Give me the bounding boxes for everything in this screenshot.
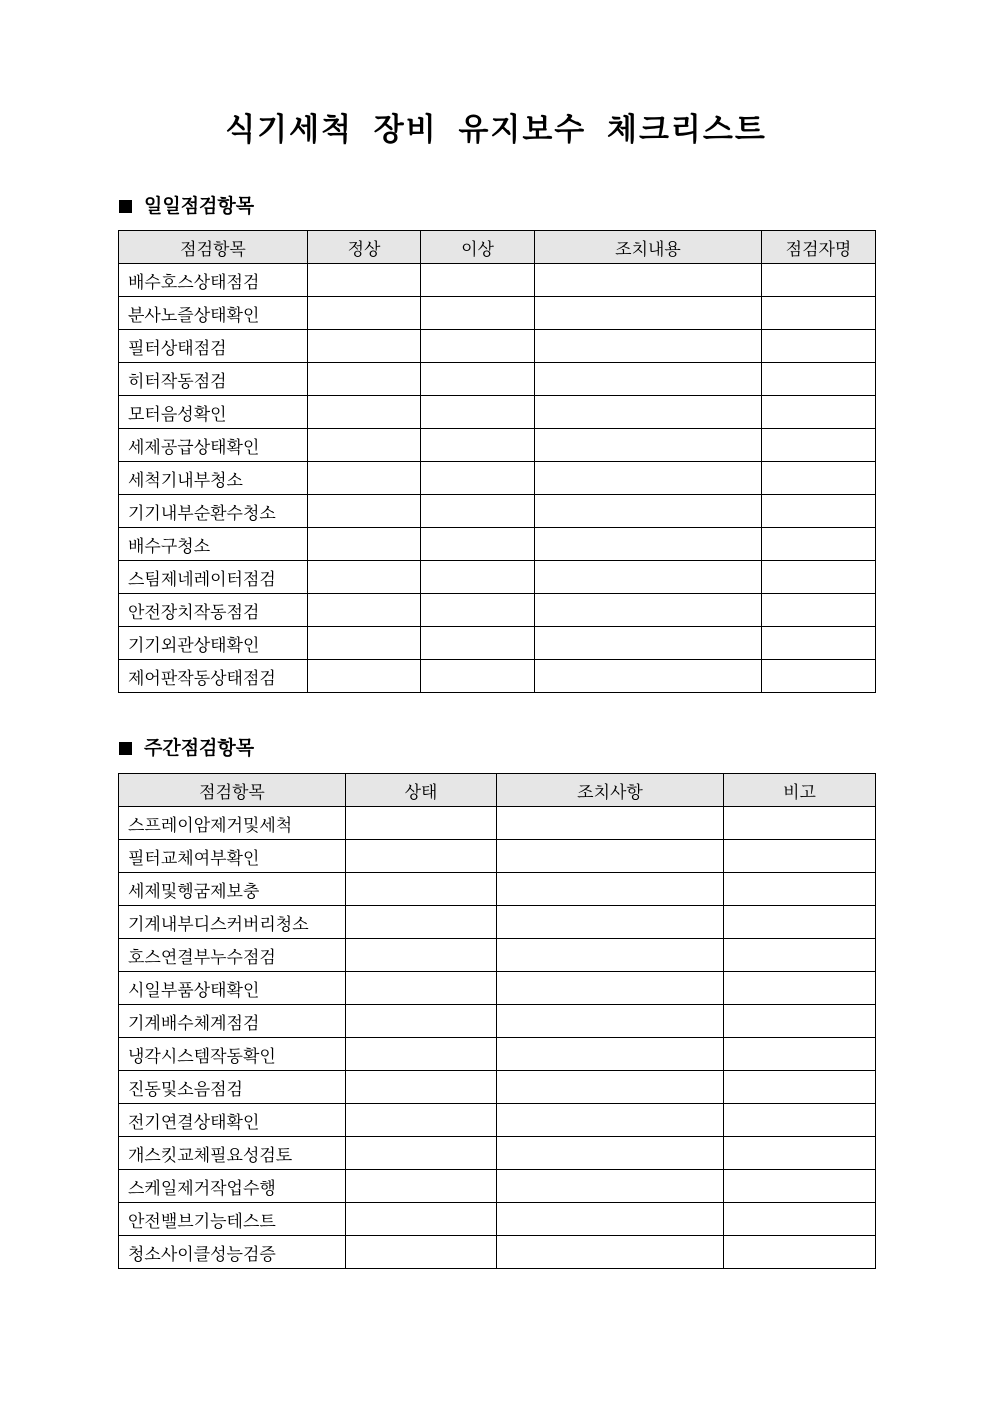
daily-inspector-cell[interactable] <box>762 396 876 429</box>
daily-item-label: 분사노즐상태확인 <box>119 297 308 330</box>
weekly-checklist-table <box>118 773 876 1269</box>
weekly-item-label: 스프레이암제거및세척 <box>119 807 346 840</box>
daily-abnormal-cell[interactable] <box>421 330 535 363</box>
weekly-remarks-cell[interactable] <box>724 1005 876 1038</box>
square-bullet-icon <box>119 742 132 755</box>
daily-header-row <box>119 231 876 264</box>
daily-inspector-cell[interactable] <box>762 297 876 330</box>
weekly-remarks-cell[interactable] <box>724 873 876 906</box>
daily-row <box>119 660 876 693</box>
weekly-status-cell[interactable] <box>346 1071 497 1104</box>
weekly-item-label: 호스연결부누수점검 <box>119 939 346 972</box>
daily-action-cell[interactable] <box>535 264 762 297</box>
weekly-remarks-cell[interactable] <box>724 1137 876 1170</box>
weekly-row <box>119 1137 876 1170</box>
daily-inspector-cell[interactable] <box>762 264 876 297</box>
daily-inspector-cell[interactable] <box>762 660 876 693</box>
weekly-row <box>119 972 876 1005</box>
daily-inspector-cell[interactable] <box>762 462 876 495</box>
daily-normal-cell[interactable] <box>308 660 421 693</box>
weekly-remarks-cell[interactable] <box>724 1236 876 1269</box>
daily-normal-cell[interactable] <box>308 297 421 330</box>
weekly-col-remarks: 비고 <box>724 774 876 807</box>
daily-normal-cell[interactable] <box>308 429 421 462</box>
daily-checklist-table <box>118 230 876 693</box>
weekly-item-label: 기계배수체계점검 <box>119 1005 346 1038</box>
weekly-col-status: 상태 <box>346 774 497 807</box>
daily-action-cell[interactable] <box>535 528 762 561</box>
daily-item-label: 배수구청소 <box>119 528 308 561</box>
daily-normal-cell[interactable] <box>308 495 421 528</box>
weekly-row <box>119 840 876 873</box>
weekly-item-label: 청소사이클성능검증 <box>119 1236 346 1269</box>
daily-item-label: 모터음성확인 <box>119 396 308 429</box>
daily-normal-cell[interactable] <box>308 462 421 495</box>
daily-item-label: 히터작동점검 <box>119 363 308 396</box>
daily-abnormal-cell[interactable] <box>421 264 535 297</box>
weekly-item-label: 냉각시스템작동확인 <box>119 1038 346 1071</box>
daily-inspector-cell[interactable] <box>762 330 876 363</box>
daily-inspector-cell[interactable] <box>762 495 876 528</box>
weekly-status-cell[interactable] <box>346 939 497 972</box>
weekly-status-cell[interactable] <box>346 972 497 1005</box>
weekly-status-cell[interactable] <box>346 1236 497 1269</box>
daily-inspector-cell[interactable] <box>762 429 876 462</box>
weekly-item-label: 기계내부디스커버리청소 <box>119 906 346 939</box>
weekly-action-cell[interactable] <box>497 939 724 972</box>
weekly-row <box>119 1038 876 1071</box>
weekly-remarks-cell[interactable] <box>724 1104 876 1137</box>
daily-col-normal: 정상 <box>308 231 421 264</box>
weekly-status-cell[interactable] <box>346 807 497 840</box>
daily-normal-cell[interactable] <box>308 627 421 660</box>
daily-abnormal-cell[interactable] <box>421 363 535 396</box>
weekly-row <box>119 1170 876 1203</box>
daily-inspector-cell[interactable] <box>762 528 876 561</box>
daily-row <box>119 429 876 462</box>
weekly-status-cell[interactable] <box>346 1104 497 1137</box>
weekly-action-cell[interactable] <box>497 1170 724 1203</box>
daily-normal-cell[interactable] <box>308 264 421 297</box>
weekly-heading-label: 주간점검항목 <box>144 737 255 759</box>
weekly-action-cell[interactable] <box>497 1005 724 1038</box>
weekly-status-cell[interactable] <box>346 1038 497 1071</box>
daily-abnormal-cell[interactable] <box>421 627 535 660</box>
weekly-col-item: 점검항목 <box>119 774 346 807</box>
daily-row <box>119 495 876 528</box>
daily-inspector-cell[interactable] <box>762 627 876 660</box>
weekly-status-cell[interactable] <box>346 840 497 873</box>
daily-col-item: 점검항목 <box>119 231 308 264</box>
daily-abnormal-cell[interactable] <box>421 396 535 429</box>
daily-normal-cell[interactable] <box>308 396 421 429</box>
weekly-row <box>119 1236 876 1269</box>
weekly-status-cell[interactable] <box>346 1137 497 1170</box>
weekly-action-cell[interactable] <box>497 972 724 1005</box>
weekly-row <box>119 1203 876 1236</box>
weekly-action-cell[interactable] <box>497 807 724 840</box>
weekly-remarks-cell[interactable] <box>724 906 876 939</box>
daily-action-cell[interactable] <box>535 363 762 396</box>
weekly-row <box>119 873 876 906</box>
weekly-status-cell[interactable] <box>346 1005 497 1038</box>
square-bullet-icon <box>119 200 132 213</box>
weekly-row <box>119 1071 876 1104</box>
daily-row <box>119 594 876 627</box>
daily-section-heading <box>119 194 254 218</box>
weekly-item-label: 스케일제거작업수행 <box>119 1170 346 1203</box>
daily-action-cell[interactable] <box>535 660 762 693</box>
weekly-status-cell[interactable] <box>346 873 497 906</box>
weekly-row <box>119 1005 876 1038</box>
daily-item-label: 기기내부순환수청소 <box>119 495 308 528</box>
weekly-remarks-cell[interactable] <box>724 840 876 873</box>
weekly-item-label: 세제및헹굼제보충 <box>119 873 346 906</box>
weekly-row <box>119 807 876 840</box>
weekly-remarks-cell[interactable] <box>724 1038 876 1071</box>
weekly-header-row <box>119 774 876 807</box>
daily-normal-cell[interactable] <box>308 528 421 561</box>
weekly-action-cell[interactable] <box>497 1071 724 1104</box>
daily-action-cell[interactable] <box>535 429 762 462</box>
weekly-remarks-cell[interactable] <box>724 972 876 1005</box>
daily-row <box>119 462 876 495</box>
weekly-item-label: 시일부품상태확인 <box>119 972 346 1005</box>
daily-action-cell[interactable] <box>535 594 762 627</box>
daily-action-cell[interactable] <box>535 396 762 429</box>
daily-action-cell[interactable] <box>535 627 762 660</box>
weekly-row <box>119 906 876 939</box>
daily-abnormal-cell[interactable] <box>421 561 535 594</box>
daily-inspector-cell[interactable] <box>762 363 876 396</box>
weekly-status-cell[interactable] <box>346 1203 497 1236</box>
daily-abnormal-cell[interactable] <box>421 297 535 330</box>
weekly-action-cell[interactable] <box>497 1236 724 1269</box>
weekly-item-label: 전기연결상태확인 <box>119 1104 346 1137</box>
daily-abnormal-cell[interactable] <box>421 495 535 528</box>
weekly-remarks-cell[interactable] <box>724 1071 876 1104</box>
daily-normal-cell[interactable] <box>308 363 421 396</box>
daily-abnormal-cell[interactable] <box>421 528 535 561</box>
daily-normal-cell[interactable] <box>308 594 421 627</box>
daily-row <box>119 297 876 330</box>
weekly-col-action: 조치사항 <box>497 774 724 807</box>
weekly-item-label: 진동및소음점검 <box>119 1071 346 1104</box>
weekly-row <box>119 1104 876 1137</box>
weekly-row <box>119 939 876 972</box>
daily-abnormal-cell[interactable] <box>421 429 535 462</box>
weekly-action-cell[interactable] <box>497 1038 724 1071</box>
daily-row <box>119 627 876 660</box>
daily-col-inspector: 점검자명 <box>762 231 876 264</box>
weekly-remarks-cell[interactable] <box>724 807 876 840</box>
daily-action-cell[interactable] <box>535 462 762 495</box>
daily-row <box>119 528 876 561</box>
daily-item-label: 스팀제네레이터점검 <box>119 561 308 594</box>
daily-row <box>119 330 876 363</box>
daily-abnormal-cell[interactable] <box>421 462 535 495</box>
weekly-item-label: 안전밸브기능테스트 <box>119 1203 346 1236</box>
weekly-action-cell[interactable] <box>497 1137 724 1170</box>
daily-inspector-cell[interactable] <box>762 594 876 627</box>
daily-heading-label: 일일점검항목 <box>144 195 255 217</box>
daily-col-action: 조치내용 <box>535 231 762 264</box>
daily-item-label: 배수호스상태점검 <box>119 264 308 297</box>
daily-action-cell[interactable] <box>535 495 762 528</box>
weekly-item-label: 필터교체여부확인 <box>119 840 346 873</box>
daily-item-label: 제어판작동상태점검 <box>119 660 308 693</box>
weekly-action-cell[interactable] <box>497 840 724 873</box>
daily-abnormal-cell[interactable] <box>421 594 535 627</box>
weekly-remarks-cell[interactable] <box>724 939 876 972</box>
daily-normal-cell[interactable] <box>308 561 421 594</box>
daily-item-label: 필터상태점검 <box>119 330 308 363</box>
daily-abnormal-cell[interactable] <box>421 660 535 693</box>
daily-item-label: 기기외관상태확인 <box>119 627 308 660</box>
weekly-remarks-cell[interactable] <box>724 1203 876 1236</box>
daily-action-cell[interactable] <box>535 297 762 330</box>
weekly-status-cell[interactable] <box>346 1170 497 1203</box>
daily-item-label: 안전장치작동점검 <box>119 594 308 627</box>
daily-row <box>119 264 876 297</box>
weekly-section-heading <box>119 736 254 760</box>
weekly-action-cell[interactable] <box>497 1104 724 1137</box>
daily-inspector-cell[interactable] <box>762 561 876 594</box>
weekly-item-label: 개스킷교체필요성검토 <box>119 1137 346 1170</box>
page-title: 식기세척 장비 유지보수 체크리스트 <box>225 112 767 148</box>
daily-item-label: 세제공급상태확인 <box>119 429 308 462</box>
daily-normal-cell[interactable] <box>308 330 421 363</box>
daily-row <box>119 396 876 429</box>
daily-action-cell[interactable] <box>535 330 762 363</box>
daily-action-cell[interactable] <box>535 561 762 594</box>
daily-item-label: 세척기내부청소 <box>119 462 308 495</box>
weekly-remarks-cell[interactable] <box>724 1170 876 1203</box>
weekly-action-cell[interactable] <box>497 873 724 906</box>
weekly-action-cell[interactable] <box>497 1203 724 1236</box>
daily-row <box>119 561 876 594</box>
daily-row <box>119 363 876 396</box>
weekly-action-cell[interactable] <box>497 906 724 939</box>
weekly-status-cell[interactable] <box>346 906 497 939</box>
daily-col-abnormal: 이상 <box>421 231 535 264</box>
